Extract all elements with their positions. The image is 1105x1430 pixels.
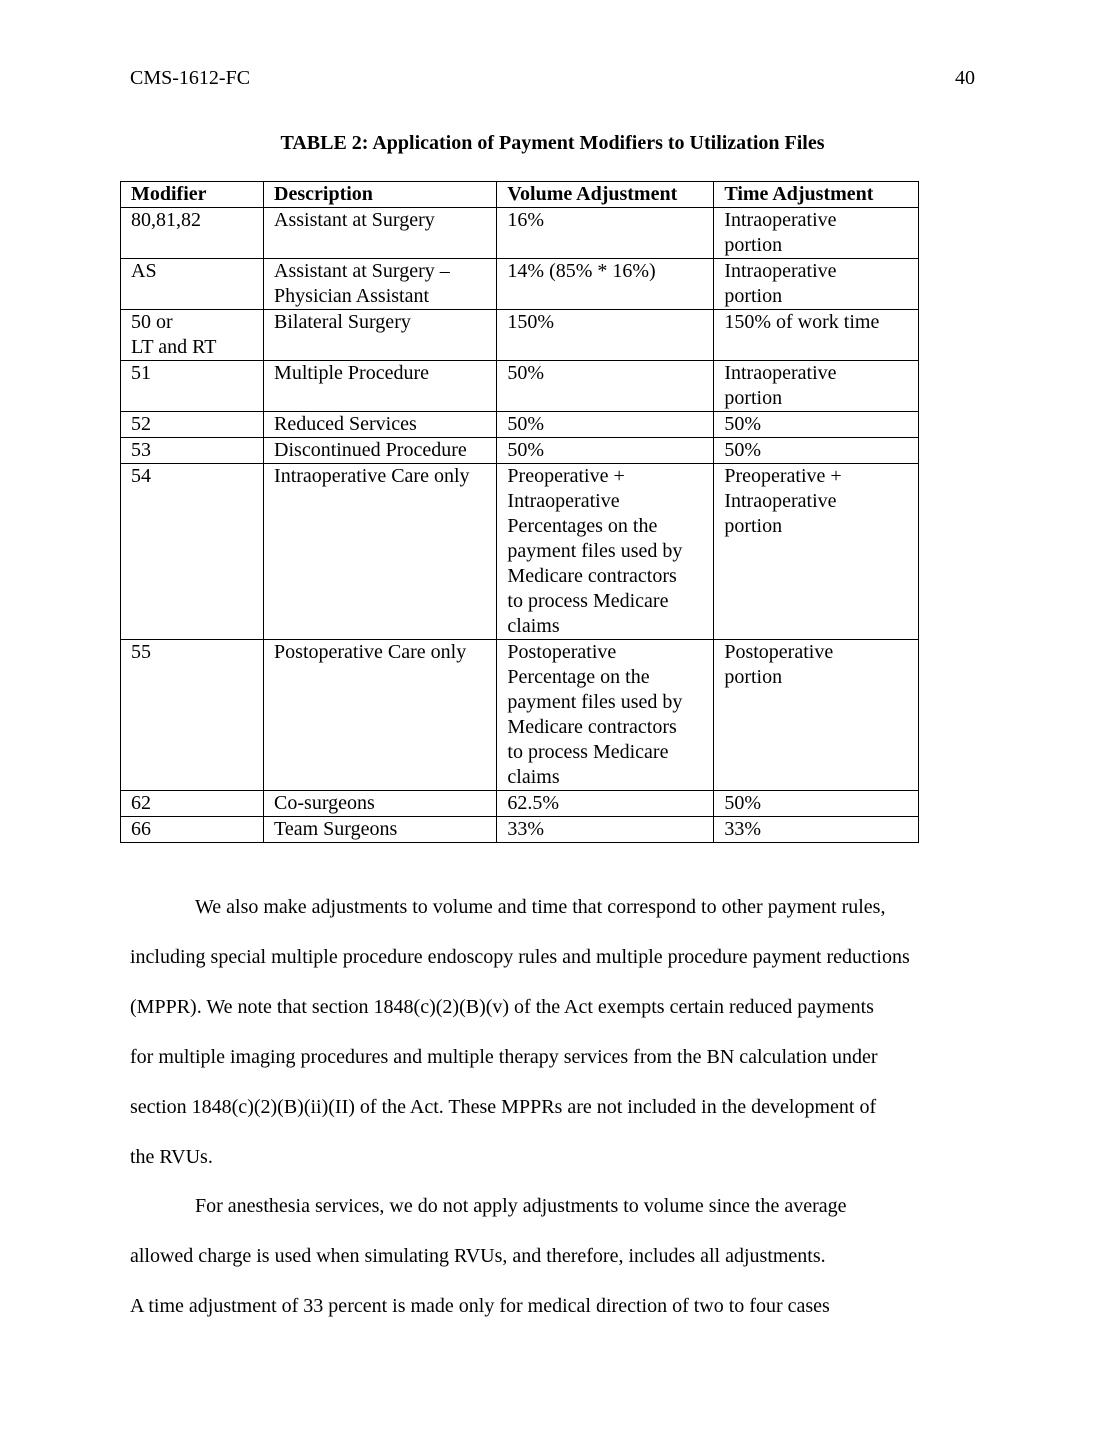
cell-text-line: Team Surgeons	[274, 818, 398, 840]
table-row	[121, 361, 919, 412]
cell-text-line: Intraoperative	[507, 490, 620, 512]
cell-text-line: Intraoperative	[724, 490, 837, 512]
cell-text-line: Multiple Procedure	[274, 362, 429, 384]
body-text-line: (MPPR). We note that section 1848(c)(2)(B)(v) of the Act exempts certain reduced payments	[130, 996, 874, 1018]
cell-text-line: portion	[724, 666, 783, 688]
table-row	[121, 464, 919, 640]
modifier-cell	[121, 310, 264, 361]
cell-text-line: Intraoperative	[724, 362, 837, 384]
cell-text-line: 50%	[724, 413, 762, 435]
column-header-time-adjustment: Time Adjustment	[714, 182, 919, 208]
cell-text-line: 50%	[507, 413, 545, 435]
cell-text-line: 50%	[724, 439, 762, 461]
modifier-cell	[121, 361, 264, 412]
cell-text-line: Preoperative +	[507, 465, 625, 487]
description-cell	[264, 640, 497, 791]
volume-adjustment-cell	[497, 791, 714, 817]
modifier-cell	[121, 208, 264, 259]
cell-text-line: to process Medicare	[507, 590, 669, 612]
body-text-line: We also make adjustments to volume and time that correspond to other payment rules,	[195, 896, 886, 918]
payment-modifiers-table	[120, 181, 919, 843]
body-text-line: allowed charge is used when simulating RVUs, and therefore, includes all adjustments.	[130, 1245, 826, 1267]
volume-adjustment-cell	[497, 640, 714, 791]
cell-text-line: 54	[131, 465, 151, 487]
modifier-cell	[121, 412, 264, 438]
time-adjustment-cell	[714, 817, 919, 843]
table-row	[121, 259, 919, 310]
column-header-description: Description	[264, 182, 497, 208]
page-number: 40	[955, 67, 975, 89]
cell-text-line: 66	[131, 818, 151, 840]
body-text-line: the RVUs.	[130, 1146, 213, 1168]
body-text-line: A time adjustment of 33 percent is made only for medical direction of two to four cases	[130, 1295, 830, 1317]
description-cell	[264, 438, 497, 464]
description-cell	[264, 464, 497, 640]
cell-text-line: Preoperative +	[724, 465, 842, 487]
cell-text-line: 50%	[507, 439, 545, 461]
cell-text-line: 80,81,82	[131, 209, 201, 231]
cell-text-line: portion	[724, 515, 783, 537]
cell-text-line: LT and RT	[131, 336, 217, 358]
cell-text-line: 150% of work time	[724, 311, 880, 333]
body-text-line: for multiple imaging procedures and multiple therapy services from the BN calculation under	[130, 1046, 878, 1068]
cell-text-line: Medicare contractors	[507, 716, 677, 738]
cell-text-line: 14% (85% * 16%)	[507, 260, 656, 282]
table-row	[121, 412, 919, 438]
time-adjustment-cell	[714, 259, 919, 310]
cell-text-line: Discontinued Procedure	[274, 439, 467, 461]
cell-text-line: 150%	[507, 311, 555, 333]
description-cell	[264, 259, 497, 310]
time-adjustment-cell	[714, 412, 919, 438]
cell-text-line: portion	[724, 387, 783, 409]
cell-text-line: payment files used by	[507, 691, 683, 713]
cell-text-line: Percentage on the	[507, 666, 650, 688]
volume-adjustment-cell	[497, 817, 714, 843]
table-title: TABLE 2: Application of Payment Modifiers to Utilization Files	[280, 132, 825, 154]
table-row	[121, 208, 919, 259]
modifier-cell	[121, 791, 264, 817]
cell-text-line: Postoperative Care only	[274, 641, 467, 663]
cell-text-line: Physician Assistant	[274, 285, 430, 307]
cell-text-line: Assistant at Surgery –	[274, 260, 450, 282]
modifier-cell	[121, 259, 264, 310]
body-text-line: including special multiple procedure endoscopy rules and multiple procedure payment reductions	[130, 946, 910, 968]
cell-text-line: Reduced Services	[274, 413, 417, 435]
description-cell	[264, 412, 497, 438]
cell-text-line: Percentages on the	[507, 515, 658, 537]
cell-text-line: Co-surgeons	[274, 792, 375, 814]
table-row	[121, 640, 919, 791]
table-body	[121, 208, 919, 843]
cell-text-line: 50%	[724, 792, 762, 814]
modifier-cell	[121, 464, 264, 640]
modifier-cell	[121, 640, 264, 791]
cell-text-line: Intraoperative Care only	[274, 465, 470, 487]
time-adjustment-cell	[714, 464, 919, 640]
modifier-cell	[121, 438, 264, 464]
time-adjustment-cell	[714, 310, 919, 361]
volume-adjustment-cell	[497, 259, 714, 310]
body-text-line: section 1848(c)(2)(B)(ii)(II) of the Act. These MPPRs are not included in the development of	[130, 1096, 877, 1118]
volume-adjustment-cell	[497, 412, 714, 438]
volume-adjustment-cell	[497, 438, 714, 464]
cell-text-line: 62	[131, 792, 151, 814]
time-adjustment-cell	[714, 791, 919, 817]
cell-text-line: Bilateral Surgery	[274, 311, 411, 333]
cell-text-line: Assistant at Surgery	[274, 209, 435, 231]
body-text-line: For anesthesia services, we do not apply adjustments to volume since the average	[195, 1195, 847, 1217]
column-header-volume-adjustment: Volume Adjustment	[497, 182, 714, 208]
table-header-row	[121, 182, 919, 208]
volume-adjustment-cell	[497, 310, 714, 361]
modifier-cell	[121, 817, 264, 843]
table-row	[121, 817, 919, 843]
table-row	[121, 310, 919, 361]
volume-adjustment-cell	[497, 208, 714, 259]
description-cell	[264, 817, 497, 843]
cell-text-line: to process Medicare	[507, 741, 669, 763]
time-adjustment-cell	[714, 640, 919, 791]
cell-text-line: claims	[507, 615, 560, 637]
cell-text-line: claims	[507, 766, 560, 788]
cell-text-line: 51	[131, 362, 151, 384]
cell-text-line: payment files used by	[507, 540, 683, 562]
cell-text-line: Intraoperative	[724, 260, 837, 282]
description-cell	[264, 361, 497, 412]
description-cell	[264, 208, 497, 259]
table-row	[121, 791, 919, 817]
cell-text-line: 16%	[507, 209, 545, 231]
cell-text-line: 52	[131, 413, 151, 435]
cell-text-line: Intraoperative	[724, 209, 837, 231]
cell-text-line: 53	[131, 439, 151, 461]
time-adjustment-cell	[714, 208, 919, 259]
cell-text-line: 62.5%	[507, 792, 560, 814]
cell-text-line: 50%	[507, 362, 545, 384]
description-cell	[264, 791, 497, 817]
description-cell	[264, 310, 497, 361]
cell-text-line: portion	[724, 285, 783, 307]
cell-text-line: Postoperative	[507, 641, 617, 663]
document-id: CMS-1612-FC	[130, 67, 251, 89]
cell-text-line: 33%	[507, 818, 545, 840]
time-adjustment-cell	[714, 438, 919, 464]
volume-adjustment-cell	[497, 361, 714, 412]
column-header-modifier: Modifier	[121, 182, 264, 208]
cell-text-line: portion	[724, 234, 783, 256]
cell-text-line: 33%	[724, 818, 762, 840]
cell-text-line: AS	[131, 260, 157, 282]
volume-adjustment-cell	[497, 464, 714, 640]
cell-text-line: 55	[131, 641, 151, 663]
time-adjustment-cell	[714, 361, 919, 412]
cell-text-line: 50 or	[131, 311, 173, 333]
cell-text-line: Postoperative	[724, 641, 834, 663]
table-row	[121, 438, 919, 464]
cell-text-line: Medicare contractors	[507, 565, 677, 587]
